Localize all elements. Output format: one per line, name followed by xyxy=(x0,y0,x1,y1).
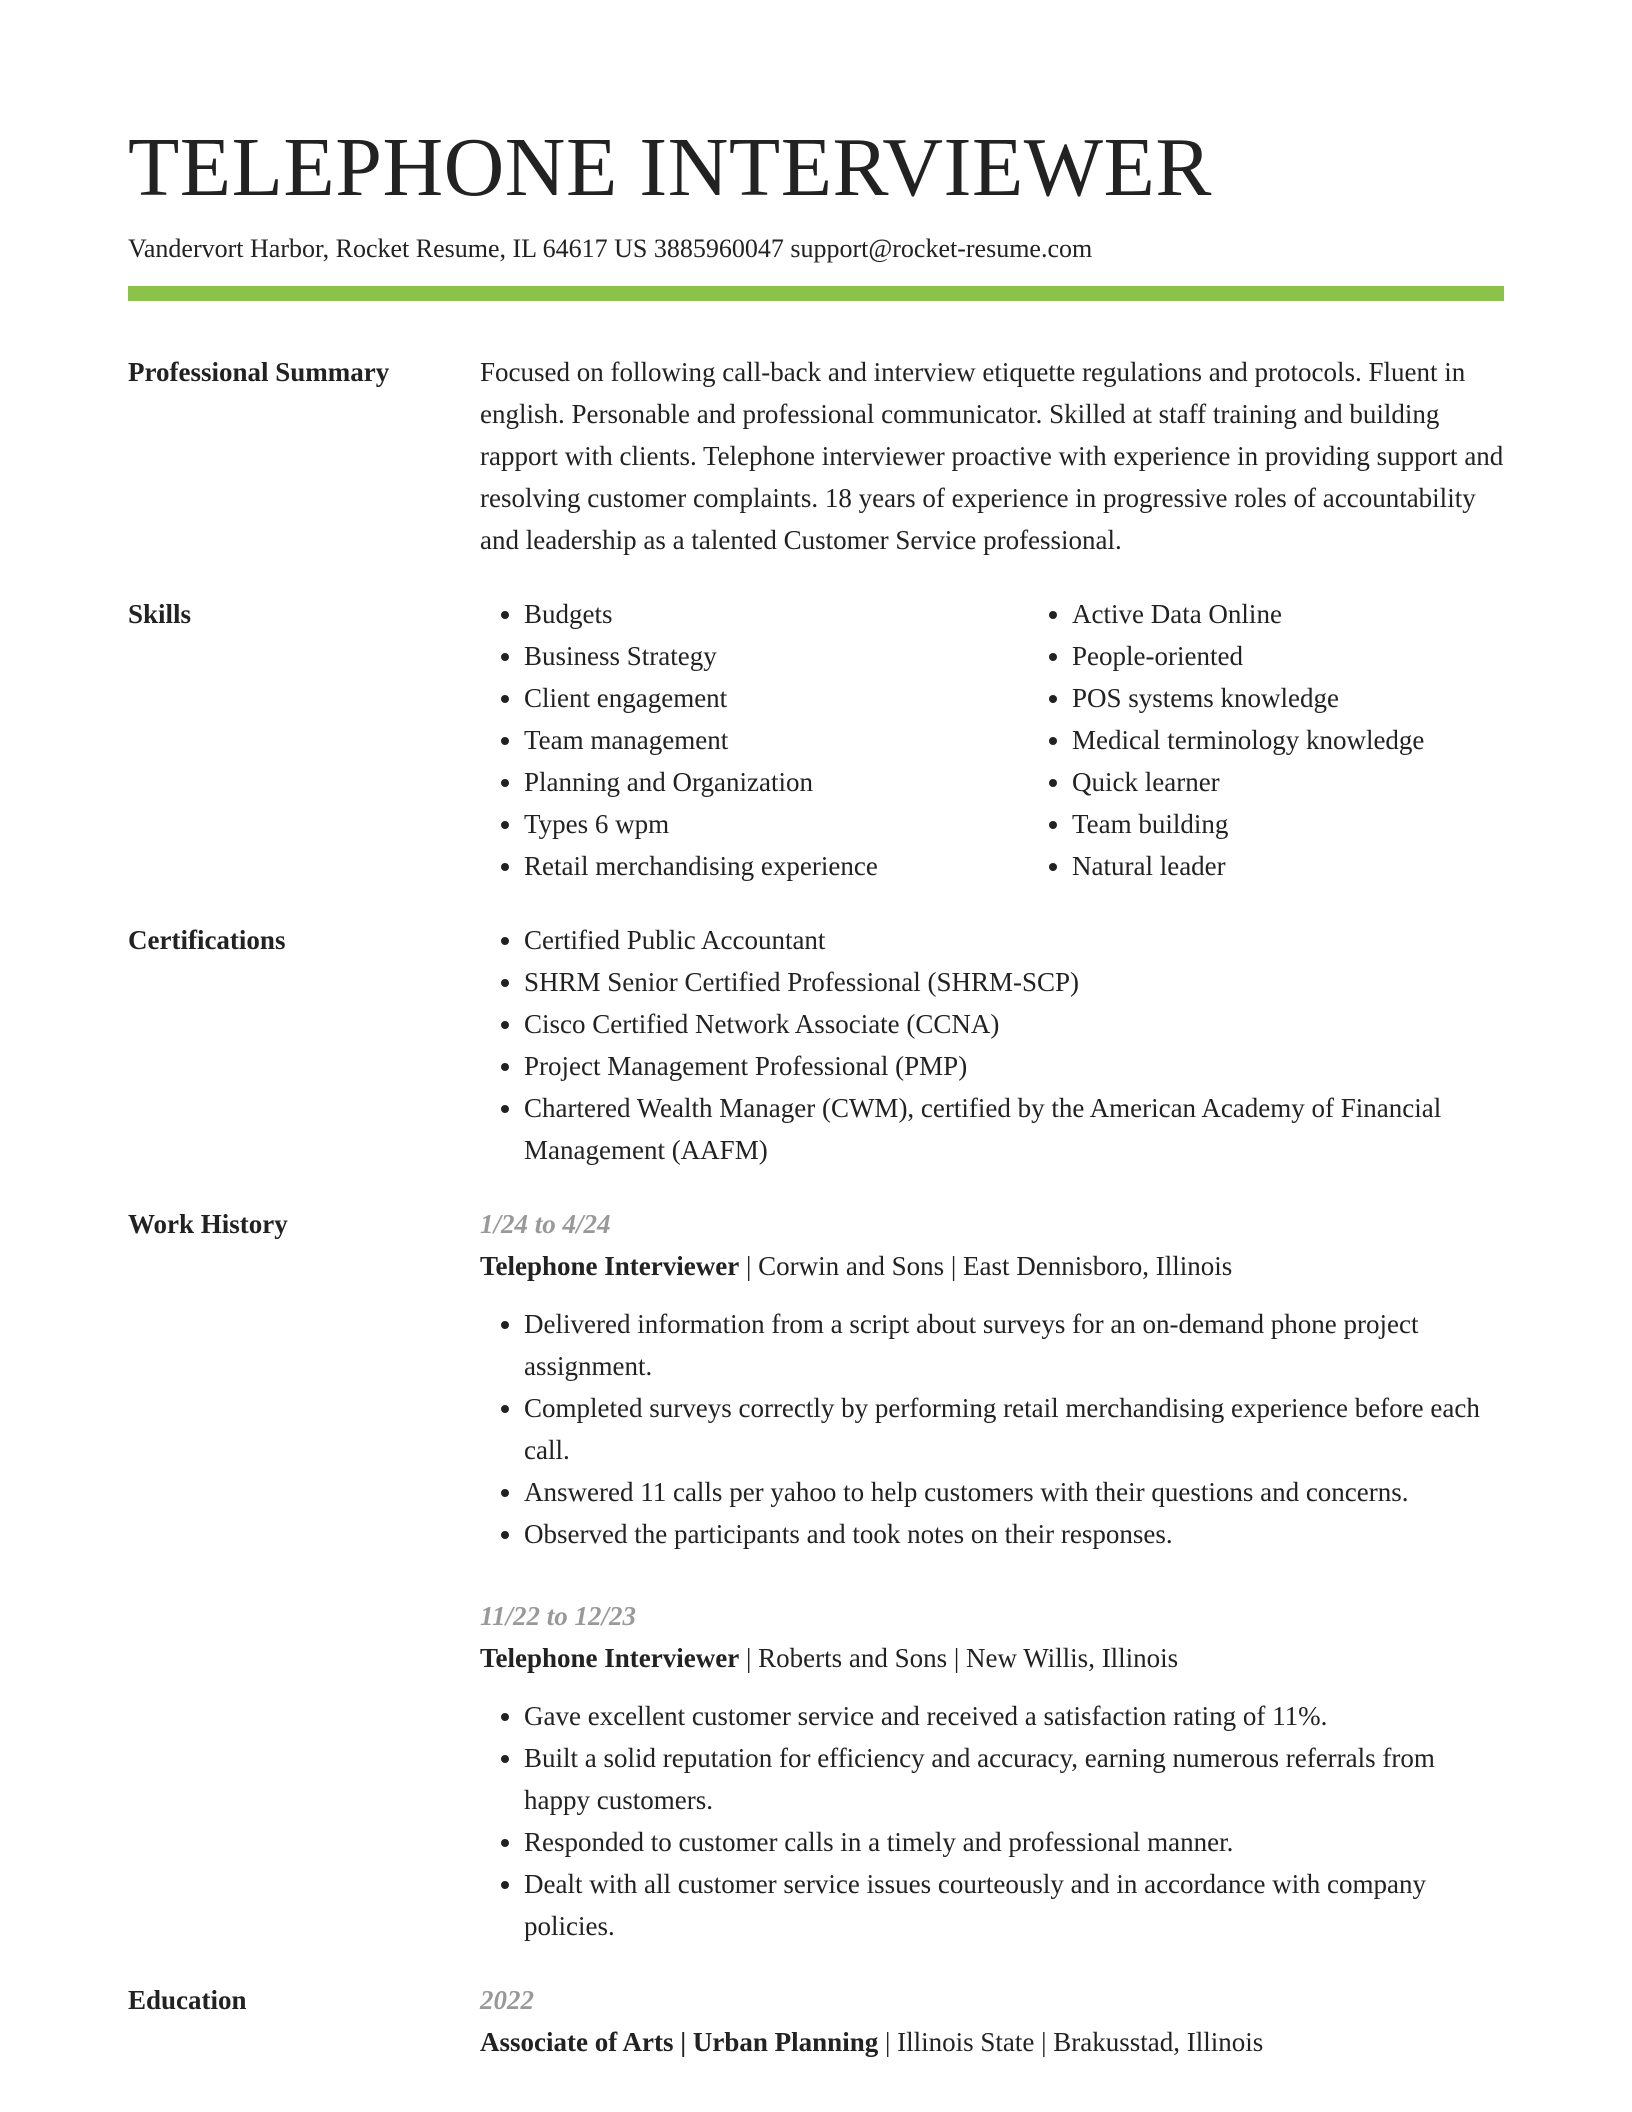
education-body xyxy=(480,1979,1504,2063)
skill-item: • Team management xyxy=(524,719,1028,761)
job-bullet: • Gave excellent customer service and received a satisfaction rating of 11%. xyxy=(524,1695,1504,1737)
job-heading xyxy=(480,1637,1504,1679)
job-bullet: • Delivered information from a script about surveys for an on-demand phone project assignment. xyxy=(524,1303,1504,1387)
job-entry xyxy=(480,1595,1504,1947)
candidate-name: TELEPHONE INTERVIEWER xyxy=(128,121,1212,214)
section-label-certifications: Certifications xyxy=(128,925,286,955)
education-year: 2022 xyxy=(480,1985,534,2015)
certifications-section xyxy=(128,919,1504,1171)
job-entry xyxy=(480,1203,1504,1555)
skill-item: • Quick learner xyxy=(1072,761,1504,803)
job-bullets xyxy=(480,1695,1504,1947)
certification-item: • Cisco Certified Network Associate (CCNA) xyxy=(524,1003,1504,1045)
skills-list-right xyxy=(1028,593,1504,887)
certification-item: • SHRM Senior Certified Professional (SHRM-SCP) xyxy=(524,961,1504,1003)
summary-section xyxy=(128,351,1504,561)
job-bullet: • Dealt with all customer service issues courteously and in accordance with company policies. xyxy=(524,1863,1504,1947)
certifications-list xyxy=(480,919,1504,1171)
job-title: Telephone Interviewer xyxy=(480,1251,740,1281)
skill-item: • Types 6 wpm xyxy=(524,803,1028,845)
contact-line: Vandervort Harbor, Rocket Resume, IL 64617 US 3885960047 support@rocket-resume.com xyxy=(128,234,1093,263)
job-bullet: • Answered 11 calls per yahoo to help customers with their questions and concerns. xyxy=(524,1471,1504,1513)
certification-item: • Project Management Professional (PMP) xyxy=(524,1045,1504,1087)
education-section xyxy=(128,1979,1504,2063)
section-label-summary: Professional Summary xyxy=(128,357,390,387)
education-degree: Associate of Arts | Urban Planning xyxy=(480,2027,879,2057)
skills-list-left xyxy=(480,593,1028,887)
header-divider xyxy=(128,286,1504,301)
job-bullet: • Built a solid reputation for efficiency and accuracy, earning numerous referrals from happy customers. xyxy=(524,1737,1504,1821)
section-label-work-history: Work History xyxy=(128,1209,288,1239)
education-school-location: | Illinois State | Brakusstad, Illinois xyxy=(878,2027,1264,2057)
resume-page xyxy=(128,0,1504,2063)
skill-item: • Natural leader xyxy=(1072,845,1504,887)
skill-item: • Retail merchandising experience xyxy=(524,845,1028,887)
skills-section xyxy=(128,593,1504,887)
certification-item: • Certified Public Accountant xyxy=(524,919,1504,961)
certification-item: • Chartered Wealth Manager (CWM), certified by the American Academy of Financial Management (AAFM) xyxy=(524,1087,1504,1171)
skill-item: • Medical terminology knowledge xyxy=(1072,719,1504,761)
skill-item: • Budgets xyxy=(524,593,1028,635)
skill-item: • Business Strategy xyxy=(524,635,1028,677)
job-bullet: • Observed the participants and took notes on their responses. xyxy=(524,1513,1504,1555)
job-bullets xyxy=(480,1303,1504,1555)
skill-item: • People-oriented xyxy=(1072,635,1504,677)
certifications-body xyxy=(480,919,1504,1171)
work-history-section xyxy=(128,1203,1504,1947)
job-employer-location: | Corwin and Sons | East Dennisboro, Illinois xyxy=(739,1251,1233,1281)
section-label-skills: Skills xyxy=(128,599,192,629)
section-label-education: Education xyxy=(128,1985,247,2015)
skills-columns xyxy=(480,593,1504,887)
job-dates: 1/24 to 4/24 xyxy=(480,1209,611,1239)
summary-text: Focused on following call-back and interview etiquette regulations and protocols. Fluent in english. Personable and professional communicator. Skilled at staff training and building rapport with clients. Telephone interviewer proactive with experience in providing support and resolving customer complaints. 18 years of experience in progressive roles of accountability and leadership as a talented Customer Service professional. xyxy=(480,357,1504,555)
job-employer-location: | Roberts and Sons | New Willis, Illinois xyxy=(739,1643,1179,1673)
skill-item: • Active Data Online xyxy=(1072,593,1504,635)
skill-item: • POS systems knowledge xyxy=(1072,677,1504,719)
job-bullet: • Completed surveys correctly by performing retail merchandising experience before each call. xyxy=(524,1387,1504,1471)
skill-item: • Client engagement xyxy=(524,677,1028,719)
skill-item: • Planning and Organization xyxy=(524,761,1028,803)
education-heading xyxy=(480,2021,1504,2063)
job-heading xyxy=(480,1245,1504,1287)
job-title: Telephone Interviewer xyxy=(480,1643,740,1673)
job-bullet: • Responded to customer calls in a timely and professional manner. xyxy=(524,1821,1504,1863)
work-history-body xyxy=(480,1203,1504,1947)
job-dates: 11/22 to 12/23 xyxy=(480,1601,637,1631)
skill-item: • Team building xyxy=(1072,803,1504,845)
